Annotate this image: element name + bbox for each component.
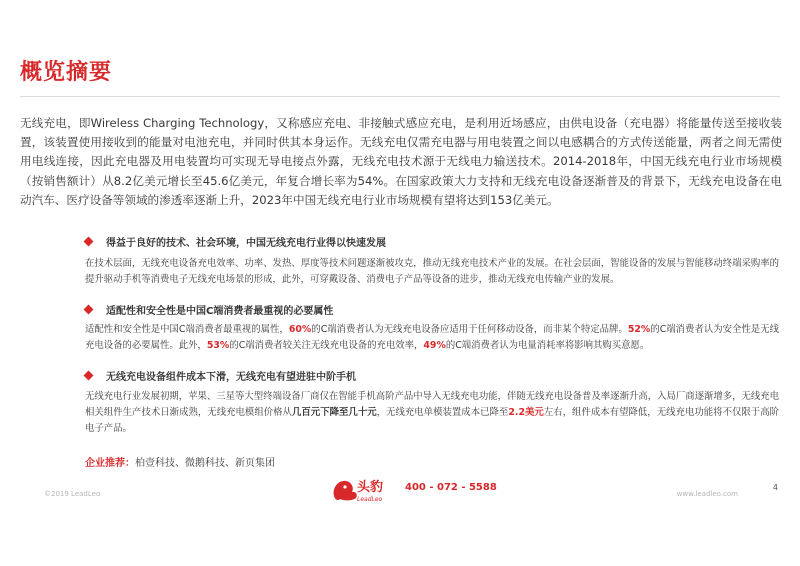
company-recommendation xyxy=(85,457,275,471)
page-number: 4 xyxy=(772,483,778,492)
section-body-1: 在技术层面，无线充电设备充电效率、功率、发热、厚度等技术问题逐渐被攻克，推动无线充电技术产业的发展。在社会层面，智能设备的发展与智能移动终端采购率的提升驱动手机等消费电子无线充电场景的形成，此外，可穿戴设备、消费电子产品等设备的进步，推动无线充电传输产业的发展。 xyxy=(85,258,779,285)
section-heading-1 xyxy=(85,237,386,251)
diamond-bullet-icon xyxy=(84,305,94,315)
title-divider xyxy=(20,96,780,97)
recommend-label: 企业推荐： xyxy=(85,458,135,469)
footer-website: www.leadleo.com xyxy=(676,490,738,498)
text-run: 无线充电行业发展初期，苹果、三星等大型终端设备厂商仅在智能手机高阶产品中导入无线充电功能，伴随无线充电设备普及率逐渐升高，入局厂商逐渐增多，无线充电相关组件生产技术日渐成熟，无线充电模组价格从 xyxy=(85,391,779,418)
section-heading-text: 适配性和安全性是中国C端消费者最重视的必要属性 xyxy=(106,306,334,317)
intro-paragraph: 无线充电，即Wireless Charging Technology，又称感应充电、非接触式感应充电，是利用近场感应，由供电设备（充电器）将能量传送至接收装置，该装置使用接收到的能量对电池充电，并同时供其本身运作。无线充电仅需充电器与用电装置之间以电感耦合的方式传送能量，两者之间无需使用电线连接，因此充电器及用电装置均可实现无导电接点外露，无线充电技术源于无线电力输送技术。2014-2018年，中国无线充电行业市场规模（按销售额计）从8.2亿美元增长至45.6亿美元，年复合增长率为54%。在国家政策大力支持和无线充电设备逐渐普及的背景下，无线充电设备在电动汽车、医疗设备等领域的渗透率逐渐上升，2023年中国无线充电行业市场规模有望将达到153亿美元。 xyxy=(20,116,782,207)
highlight-percent: 49% xyxy=(423,340,446,351)
section-body-3 xyxy=(85,389,779,437)
highlight-percent: 60% xyxy=(288,324,312,335)
diamond-bullet-icon xyxy=(84,237,94,247)
text-run: 的C端消费者认为安全性是无线充电设备的必要属性。此外， xyxy=(85,324,779,351)
text-run: 的C端消费者较关注无线充电设备的充电效率， xyxy=(229,340,424,351)
highlight-percent: 53% xyxy=(206,340,230,351)
page-title: 概览摘要 xyxy=(20,60,113,85)
footer-copyright: ©2019 LeadLeo xyxy=(44,490,101,498)
highlight-text: 几百元下降至几十元 xyxy=(291,407,377,418)
leadleo-logo xyxy=(330,474,400,506)
svg-text:头豹: 头豹 xyxy=(357,480,384,495)
text-run: 左右，组件成本有望降低，无线充电功能将不仅限于高阶电子产品。 xyxy=(85,407,779,434)
contact-phone: 400 - 072 - 5588 xyxy=(405,482,497,493)
section-heading-text: 无线充电设备组件成本下滑，无线充电有望进驻中阶手机 xyxy=(106,372,356,383)
text-run: 适配性和安全性是中国C端消费者最重视的属性， xyxy=(85,324,289,335)
highlight-price: 2.2美元 xyxy=(508,407,544,418)
text-run: 的C端消费者认为电量消耗率将影响其购买意愿。 xyxy=(445,340,650,351)
svg-text:LeadLeo: LeadLeo xyxy=(357,496,383,503)
section-heading-3 xyxy=(85,371,356,385)
section-body-2 xyxy=(85,322,779,354)
text-run: ，无线充电单模装置成本已降至 xyxy=(376,407,509,418)
diamond-bullet-icon xyxy=(84,371,94,381)
recommend-companies: 柏壹科技、微鹅科技、新页集团 xyxy=(135,458,275,469)
highlight-percent: 52% xyxy=(627,324,651,335)
section-heading-text: 得益于良好的技术、社会环境，中国无线充电行业得以快速发展 xyxy=(106,238,386,249)
section-heading-2 xyxy=(85,305,333,319)
text-run: 的C端消费者认为无线充电设备应适用于任何移动设备，而非某个特定品牌。 xyxy=(311,324,628,335)
